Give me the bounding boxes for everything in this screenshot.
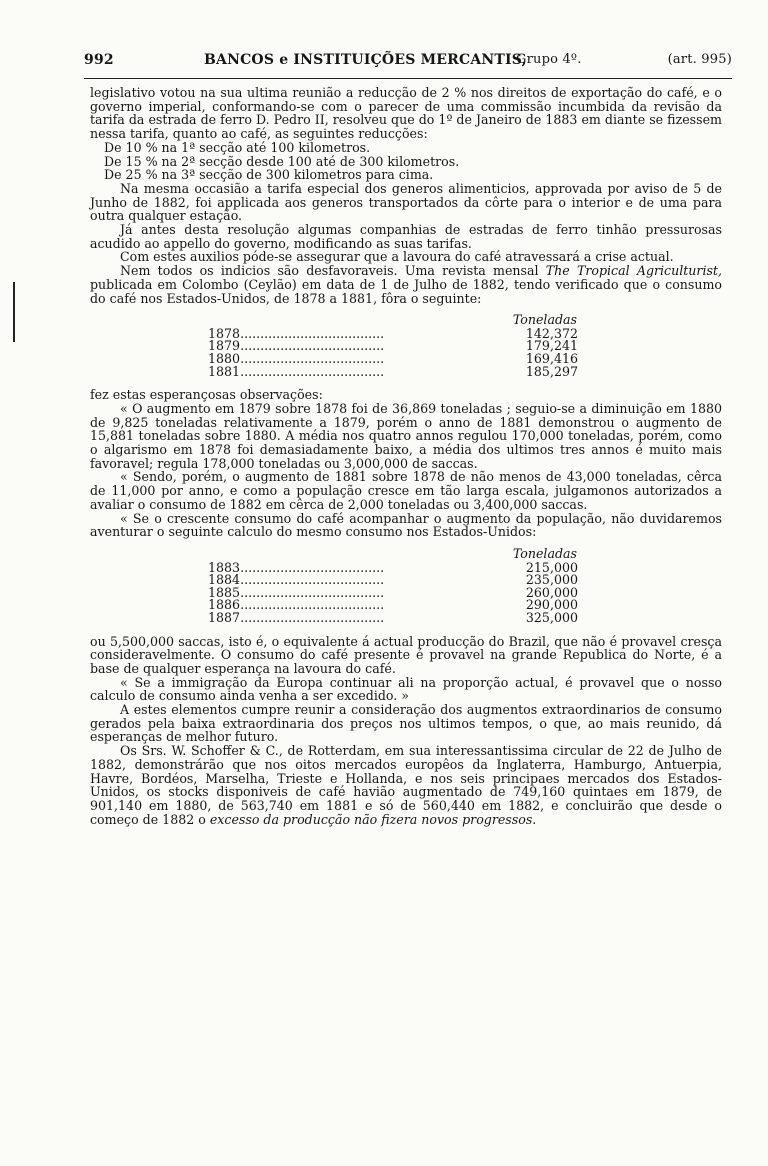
table-value: 235,000	[525, 572, 578, 588]
table-row	[208, 366, 578, 379]
leader-dots: ....................................	[240, 559, 385, 575]
paragraph: Na mesma occasião a tarifa especial dos generos alimenticios, approvada por aviso de 5 de Junho de 1882, foi applicada aos generos transportados da côrte para o interior e de uma para outra qualquer estação.	[90, 180, 722, 224]
paragraph: Já antes desta resolução algumas companhias de estradas de ferro tinhão pressurosas acudido ao appello do governo, modificando as suas tarifas.	[90, 222, 722, 251]
leader-dots: ....................................	[240, 351, 385, 367]
list-item: De 25 % na 3ª secção de 300 kilometros para cima.	[104, 167, 434, 183]
paragraph: A estes elementos cumpre reunir a consideração dos augmentos extraordinarios de consumo gerados pela baixa extraordinaria dos preços nos ultimos tempos, o que, ao mais reunido, dá esperanças de melhor futuro.	[90, 702, 722, 745]
leader-dots: ....................................	[240, 597, 385, 613]
table-value: 185,297	[525, 363, 578, 379]
table-year: 1881	[208, 363, 241, 379]
journal-title: The Tropical Agriculturist,	[545, 263, 722, 279]
body-text	[90, 86, 722, 826]
table-year: 1887	[208, 609, 241, 625]
leader-dots: ....................................	[240, 325, 385, 341]
leader-dots: ....................................	[240, 609, 385, 625]
table-year: 1885	[208, 584, 241, 600]
leader-dots: ....................................	[240, 584, 385, 600]
quote-paragraph: « Sendo, porém, o augmento de 1881 sobre 1878 de não menos de 43,000 toneladas, cêrca de 11,000 por anno, e como a população cresce em tão larga escala, julgamonos autorizados a avaliar o consumo de 1882 em cêrca de 2,000 toneladas ou 3,400,000 saccas.	[90, 469, 722, 512]
paragraph: Com estes auxilios póde-se assegurar que a lavoura do café atravessará a crise actual.	[120, 249, 674, 265]
leader-dots: ....................................	[240, 363, 385, 379]
consumption-table-1883-1887	[208, 547, 578, 625]
group-label: Grupo 4º.	[516, 52, 582, 67]
text-run: Os Srs. W. Schoffer & C., de Rotterdam, em sua interessantissima circular de 22 de Julho de 1882, demonstrárão que nos oitos mercados europêos da Inglaterra, Hamburgo, Antuerpia, Havre, Bordéos, Marselha, Trieste e Hollanda, e nos seis principaes mercados dos Estados-Unidos, os stocks disponiveis de café havião augmentado de 749,160 quintaes em 1879, de 901,140 em 1880, de 563,740 em 1881 e só de 560,440 em 1882, e concluirão que desde o começo de 1882 o	[90, 743, 722, 827]
table-year: 1886	[208, 597, 241, 613]
article-ref: (art. 995)	[667, 52, 732, 67]
leader-dots: ....................................	[240, 572, 385, 588]
margin-mark	[13, 282, 15, 342]
paragraph: ou 5,500,000 saccas, isto é, o equivalente á actual producção do Brazil, que não é provavel cresça consideravelmente. O consumo do café presente é provavel na grande Republica do Norte, é a base de qualquer esperança na lavoura do café.	[90, 633, 722, 676]
table-value: 260,000	[525, 584, 578, 600]
table-year: 1879	[208, 338, 241, 354]
table-row	[208, 612, 578, 625]
table-year: 1880	[208, 351, 241, 367]
reduction-list	[90, 141, 722, 182]
header-rule	[84, 78, 732, 79]
emphasis-text: excesso da producção não fizera novos progressos.	[209, 811, 537, 827]
list-item: De 10 % na 1ª secção até 100 kilometros.	[104, 139, 371, 155]
consumption-table-1878-1881	[208, 313, 578, 378]
table-value: 325,000	[525, 609, 578, 625]
quote-paragraph: « Se a immigração da Europa continuar ali na proporção actual, é provavel que o nosso calculo de consumo ainda venha a ser excedido. »	[90, 674, 722, 704]
quote-paragraph: « Se o crescente consumo do café acompanhar o augmento da população, não duvidaremos aventurar o seguinte calculo do mesmo consumo nos Estados-Unidos:	[90, 510, 722, 540]
table-year: 1883	[208, 559, 241, 575]
table-value: 290,000	[525, 597, 578, 613]
paragraph: fez estas esperançosas observações:	[90, 387, 323, 403]
table-value: 169,416	[525, 351, 578, 367]
table-value: 215,000	[525, 559, 578, 575]
page-header	[84, 52, 732, 74]
table-header: Toneladas	[512, 312, 577, 328]
table-value: 179,241	[525, 338, 578, 354]
list-item: De 15 % na 2ª secção desde 100 até de 300 kilometros.	[104, 153, 460, 169]
table-value: 142,372	[525, 325, 578, 341]
paragraph	[90, 744, 722, 826]
table-year: 1878	[208, 325, 241, 341]
table-header: Toneladas	[512, 545, 577, 561]
paragraph: legislativo votou na sua ultima reunião a reducção de 2 % nos direitos de exportação do café, e o governo imperial, conformando-se com o parecer de uma commissão incumbida da revisão da tarifa da estrada de ferro D. Pedro II, resolveu que do 1º de Janeiro de 1883 em diante se fizessem nessa tarifa, quanto ao café, as seguintes reducções:	[90, 85, 722, 142]
paragraph	[90, 264, 722, 305]
text-run: publicada em Colombo (Ceylão) em data de 1 de Julho de 1882, tendo verificado que o consumo do café nos Estados-Unidos, de 1878 a 1881, fôra o seguinte:	[90, 276, 722, 306]
table-year: 1884	[208, 572, 241, 588]
running-title: BANCOS e INSTITUIÇÕES MERCANTIS,	[204, 52, 527, 68]
leader-dots: ....................................	[240, 338, 385, 354]
text-run: Nem todos os indicios são desfavoraveis. Uma revista mensal	[120, 263, 539, 279]
page-number: 992	[84, 52, 114, 68]
quote-paragraph: « O augmento em 1879 sobre 1878 foi de 36,869 toneladas ; seguio-se a diminuição em 1880 de 9,825 toneladas relativamente a 1879, porém o anno de 1881 demonstrou o augmento de 15,881 toneladas sobre 1880. A média nos quatro annos regulou 170,000 toneladas, porém, como o algarismo em 1878 foi demasiadamente baixo, a média dos ultimos tres annos é muito mais favoravel; regula 178,000 toneladas ou 3,000,000 de saccas.	[90, 400, 722, 471]
